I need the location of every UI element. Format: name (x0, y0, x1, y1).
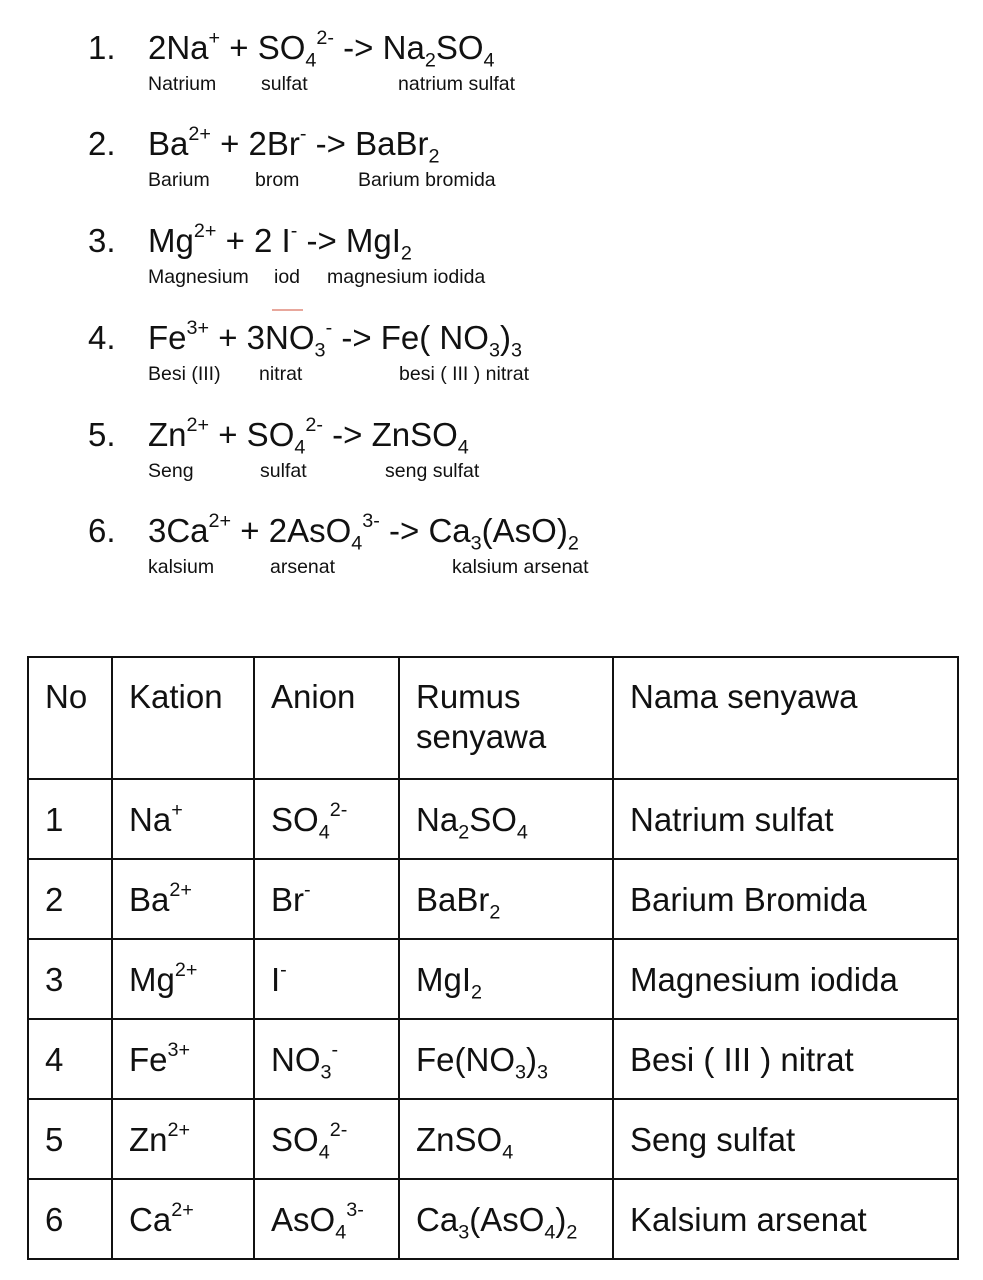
equation-line (88, 510, 579, 555)
cell-nama-senyawa: Seng sulfat (613, 1099, 958, 1179)
equation-number: 3. (88, 222, 116, 259)
cell-nama-senyawa: Natrium sulfat (613, 779, 958, 859)
cell-no: 6 (28, 1179, 112, 1259)
equation-4 (0, 318, 983, 408)
cell-rumus-senyawa: $Na_2SO_4$ (399, 779, 613, 859)
table-row (28, 1019, 958, 1099)
label-cation: Seng (148, 460, 194, 482)
label-cation: Besi (III) (148, 363, 221, 385)
cell-nama-senyawa: Besi ( III ) nitrat (613, 1019, 958, 1099)
label-cation: Barium (148, 169, 210, 191)
cell-kation: $Mg^{2+}$ (112, 939, 254, 1019)
label-cation: kalsium (148, 556, 215, 578)
cell-anion: AsO$_4^{3-}$ (254, 1179, 399, 1259)
equation-5 (0, 415, 983, 505)
cell-rumus-senyawa: BaBr$_2$ (399, 859, 613, 939)
spellcheck-underline (272, 309, 303, 311)
cell-kation: $Ca^{2+}$ (112, 1179, 254, 1259)
label-anion: arsenat (270, 556, 336, 578)
equation-formula: $Mg^{2+} + 2$ I- -> MgI$_2$ (148, 220, 412, 265)
cell-nama-senyawa: Kalsium arsenat (613, 1179, 958, 1259)
cell-anion: Br- (254, 859, 399, 939)
table-row (28, 1179, 958, 1259)
equation-formula: $3Ca^{2+} + 2AsO_4^{3-} -> Ca_3(AsO)_2$ (148, 510, 579, 555)
label-cation: Natrium (148, 73, 217, 95)
cell-kation: $Fe^{3+}$ (112, 1019, 254, 1099)
table-row (28, 939, 958, 1019)
equation-formula: $Ba^{2+} + 2Br^-$ -> BaBr$_2$ (148, 123, 440, 168)
label-compound: besi ( III ) nitrat (399, 363, 530, 385)
label-anion: brom (255, 169, 300, 191)
equation-3 (0, 221, 983, 311)
cell-nama-senyawa: Magnesium iodida (613, 939, 958, 1019)
label-cation: Magnesium (148, 266, 249, 288)
header-no: No (28, 657, 112, 779)
cell-rumus-senyawa: ZnSO$_4$ (399, 1099, 613, 1179)
cell-anion: $SO_4^{2-}$ (254, 779, 399, 859)
table-body (28, 779, 958, 1259)
equation-number: 2. (88, 125, 116, 162)
cell-anion: $NO_3^-$ (254, 1019, 399, 1099)
equation-line (88, 27, 495, 72)
equation-number: 6. (88, 512, 116, 549)
label-anion: sulfat (261, 73, 308, 95)
cell-anion: $SO_4^{2-}$ (254, 1099, 399, 1179)
equation-6 (0, 511, 983, 601)
equation-formula: $Zn^{2+} + SO_4^{2-}$ -> ZnSO$_4$ (148, 414, 469, 459)
label-anion: nitrat (259, 363, 303, 385)
table-row (28, 779, 958, 859)
equation-1 (0, 28, 983, 118)
table-header-row (28, 657, 958, 779)
label-anion: iod (274, 266, 301, 288)
label-anion: sulfat (260, 460, 307, 482)
cell-no: 1 (28, 779, 112, 859)
header-rumus-senyawa: Rumus senyawa (399, 657, 613, 779)
cell-no: 5 (28, 1099, 112, 1179)
cell-no: 2 (28, 859, 112, 939)
label-compound: seng sulfat (385, 460, 480, 482)
compound-table (27, 656, 959, 1260)
equation-number: 1. (88, 29, 116, 66)
header-anion: Anion (254, 657, 399, 779)
header-nama-senyawa: Nama senyawa (613, 657, 958, 779)
cell-kation: $Zn^{2+}$ (112, 1099, 254, 1179)
label-compound: natrium sulfat (398, 73, 516, 95)
cell-kation: $Ba^{2+}$ (112, 859, 254, 939)
cell-anion: I- (254, 939, 399, 1019)
cell-nama-senyawa: Barium Bromida (613, 859, 958, 939)
cell-rumus-senyawa: MgI$_2$ (399, 939, 613, 1019)
label-compound: Barium bromida (358, 169, 496, 191)
header-kation: Kation (112, 657, 254, 779)
equation-formula: $Fe^{3+} + 3NO_3^- -> Fe$( $NO_3)_3$ (148, 317, 522, 362)
label-compound: kalsium arsenat (452, 556, 589, 578)
equation-line (88, 123, 440, 168)
table-row (28, 1099, 958, 1179)
cell-kation: Na+ (112, 779, 254, 859)
table-row (28, 859, 958, 939)
cell-no: 4 (28, 1019, 112, 1099)
equation-line (88, 414, 469, 459)
equation-formula: $2Na^+ + SO_4^{2-} -> Na_2SO_4$ (148, 27, 495, 72)
equation-number: 5. (88, 416, 116, 453)
cell-no: 3 (28, 939, 112, 1019)
cell-rumus-senyawa: $Ca_3(AsO_4)_2$ (399, 1179, 613, 1259)
label-compound: magnesium iodida (327, 266, 486, 288)
equation-2 (0, 124, 983, 214)
equation-number: 4. (88, 319, 116, 356)
cell-rumus-senyawa: $Fe(NO_3)_3$ (399, 1019, 613, 1099)
equation-line (88, 317, 522, 362)
equation-line (88, 220, 412, 265)
